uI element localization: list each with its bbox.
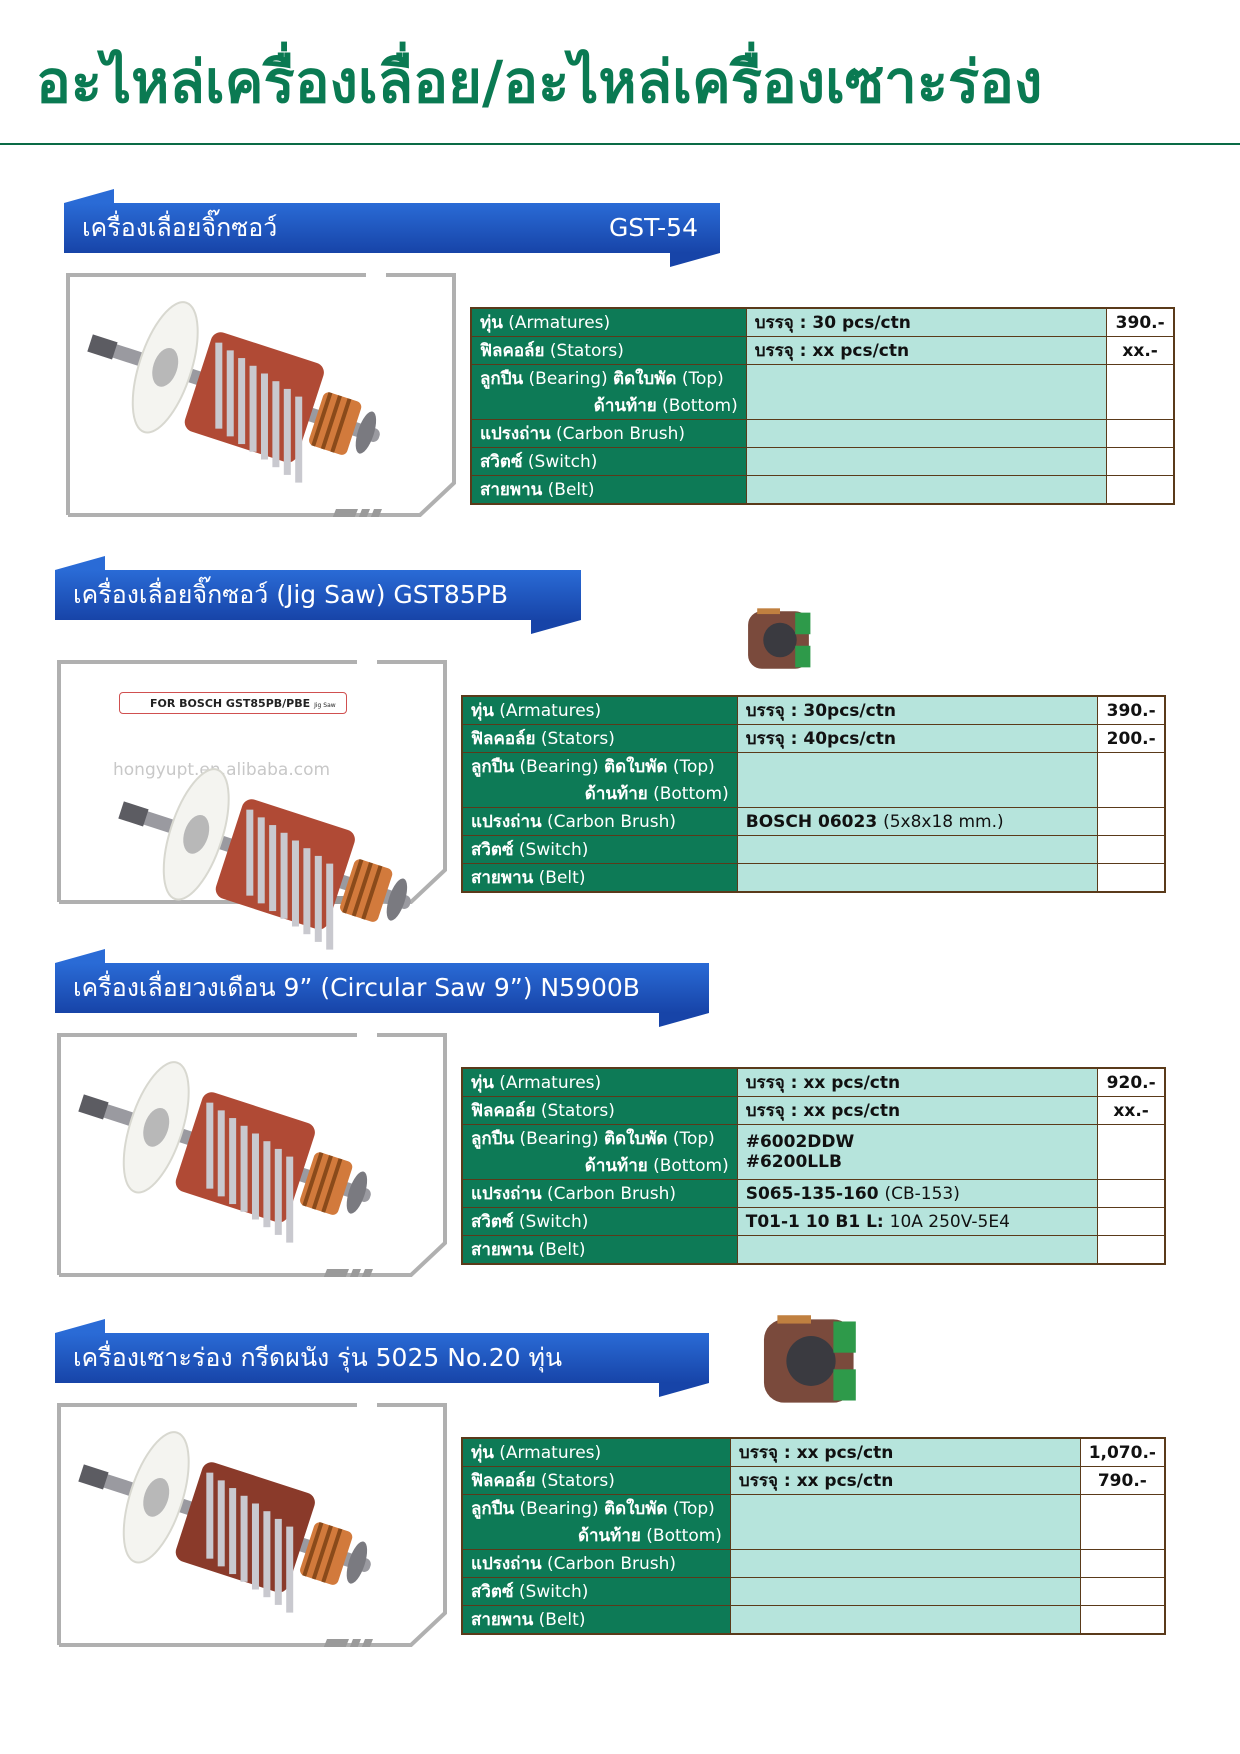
spec-value-main: บรรจุ : 40pcs/ctn (745, 729, 896, 749)
spec-price (1098, 808, 1165, 836)
spec-row (471, 365, 1174, 420)
spec-row (462, 1180, 1165, 1208)
stator-photo (755, 1309, 867, 1413)
spec-label-thai: สวิตซ์ (471, 1212, 514, 1232)
spec-price: 920.- (1098, 1068, 1165, 1097)
spec-value-main: บรรจุ : 30 pcs/ctn (754, 313, 911, 333)
spec-label-thai: แปรงถ่าน (471, 1184, 542, 1204)
spec-label (462, 1550, 730, 1578)
spec-label-english-bottom: (Bottom) (662, 396, 738, 416)
spec-table (461, 1437, 1166, 1635)
spec-row (462, 753, 1165, 808)
spec-label-thai-top: ติดใบพัด (604, 757, 668, 777)
spec-label-english: (Carbon Brush) (547, 1184, 677, 1204)
spec-value (737, 808, 1098, 836)
spec-value-main: บรรจุ : xx pcs/ctn (745, 1073, 901, 1093)
title-divider (0, 143, 1240, 145)
spec-value (737, 836, 1098, 864)
spec-label (471, 337, 746, 365)
spec-price (1080, 1495, 1165, 1550)
banner-tab-decoration (670, 253, 720, 267)
spec-label (462, 696, 737, 725)
spec-label (471, 308, 746, 337)
spec-label-thai: สายพาน (471, 868, 534, 888)
spec-row (471, 308, 1174, 337)
spec-value (737, 1097, 1098, 1125)
spec-label-english: (Bearing) (528, 369, 608, 389)
spec-value (737, 696, 1098, 725)
spec-label (462, 864, 737, 893)
spec-label-english: (Bearing) (519, 1129, 599, 1149)
spec-value-main: บรรจุ : 30pcs/ctn (745, 701, 896, 721)
spec-label (462, 1438, 730, 1467)
section-banner (55, 570, 581, 620)
photo-label-small: Jig Saw (314, 702, 336, 709)
spec-label-thai: ลูกปืน (471, 1129, 515, 1149)
spec-label-thai: ลูกปืน (471, 757, 515, 777)
spec-label-thai-bottom: ด้านท้าย (577, 1526, 641, 1546)
spec-label (462, 808, 737, 836)
spec-label-thai: ลูกปืน (480, 369, 524, 389)
spec-price: 790.- (1080, 1467, 1165, 1495)
spec-price (1098, 1180, 1165, 1208)
photo-label-box (119, 692, 347, 714)
spec-value (737, 1180, 1098, 1208)
spec-value-main: บรรจุ : xx pcs/ctn (738, 1471, 894, 1491)
spec-price (1098, 864, 1165, 893)
spec-label-thai: ทุ่น (471, 1073, 494, 1093)
product-photo-frame (57, 660, 447, 904)
spec-value-secondary: #6200LLB (745, 1152, 842, 1172)
spec-price (1107, 365, 1174, 420)
spec-row (462, 1068, 1165, 1097)
spec-price (1098, 753, 1165, 808)
armature-photo (107, 760, 437, 960)
spec-value (746, 365, 1107, 420)
spec-row (471, 476, 1174, 505)
spec-price (1107, 448, 1174, 476)
spec-value (746, 476, 1107, 505)
section-title: เครื่องเลื่อยวงเดือน 9” (Circular Saw 9”) N5900B (73, 973, 640, 1002)
spec-price: 390.- (1107, 308, 1174, 337)
spec-label-english: (Stators) (540, 1101, 615, 1121)
spec-row (462, 725, 1165, 753)
banner-tab-decoration (55, 556, 105, 570)
spec-label-thai: สวิตซ์ (480, 452, 523, 472)
spec-price (1107, 420, 1174, 448)
spec-label-thai: สายพาน (471, 1240, 534, 1260)
banner-tab-decoration (55, 1319, 105, 1333)
spec-value (737, 864, 1098, 893)
spec-label-thai: แปรงถ่าน (471, 812, 542, 832)
spec-label (471, 420, 746, 448)
banner-tab-decoration (531, 620, 581, 634)
spec-label-thai-bottom: ด้านท้าย (593, 396, 657, 416)
product-section (0, 1315, 1240, 1655)
spec-label (462, 1097, 737, 1125)
spec-label (462, 1467, 730, 1495)
spec-row (462, 1495, 1165, 1550)
spec-label (471, 365, 746, 420)
spec-value (737, 1208, 1098, 1236)
spec-label-thai: สวิตซ์ (471, 840, 514, 860)
armature-photo (67, 1053, 397, 1253)
spec-value-main: บรรจุ : xx pcs/ctn (738, 1443, 894, 1463)
stator-photo (742, 604, 818, 676)
section-banner (55, 963, 709, 1013)
spec-label-english: (Stators) (549, 341, 624, 361)
spec-label-english: (Carbon Brush) (547, 1554, 677, 1574)
spec-table (461, 1067, 1166, 1265)
spec-label-english: (Belt) (538, 1240, 586, 1260)
spec-value (746, 337, 1107, 365)
spec-label (462, 1236, 737, 1265)
spec-row (462, 1606, 1165, 1635)
section-title: เครื่องเลื่อยจิ๊กซอว์ (Jig Saw) GST85PB (73, 580, 508, 609)
spec-price: 390.- (1098, 696, 1165, 725)
spec-value (730, 1550, 1080, 1578)
spec-value-main: T01-1 10 B1 L: (745, 1211, 884, 1232)
spec-label-thai: สายพาน (471, 1610, 534, 1630)
spec-label (462, 1606, 730, 1635)
spec-label-english: (Stators) (540, 729, 615, 749)
spec-price (1107, 476, 1174, 505)
spec-value (730, 1578, 1080, 1606)
banner-tab-decoration (64, 189, 114, 203)
spec-label (462, 1208, 737, 1236)
spec-table (461, 695, 1166, 893)
spec-label-bottom-line (480, 392, 738, 419)
spec-label-thai-bottom: ด้านท้าย (584, 784, 648, 804)
spec-label (471, 476, 746, 505)
spec-price (1098, 1125, 1165, 1180)
spec-label-english: (Carbon Brush) (547, 812, 677, 832)
spec-row (462, 808, 1165, 836)
spec-label (462, 836, 737, 864)
product-photo-frame (57, 1033, 447, 1277)
product-photo-frame (57, 1403, 447, 1647)
spec-label (462, 1068, 737, 1097)
spec-value (746, 420, 1107, 448)
spec-label-thai: สายพาน (480, 480, 543, 500)
spec-label-bottom-line (471, 780, 729, 807)
spec-label-english-top: (Top) (672, 1129, 715, 1149)
spec-label-thai: แปรงถ่าน (471, 1554, 542, 1574)
spec-row (462, 1236, 1165, 1265)
section-banner (64, 203, 720, 253)
spec-label-english-top: (Top) (672, 757, 715, 777)
spec-value-main: บรรจุ : xx pcs/ctn (745, 1101, 901, 1121)
spec-label-thai: ทุ่น (471, 701, 494, 721)
spec-price (1098, 1208, 1165, 1236)
spec-value (746, 448, 1107, 476)
spec-price (1080, 1578, 1165, 1606)
spec-value-note: 10A 250V-5E4 (889, 1211, 1010, 1232)
spec-value-note: (CB-153) (884, 1183, 960, 1204)
spec-label (462, 1125, 737, 1180)
spec-label-thai: ฟิลคอล์ย (480, 341, 545, 361)
spec-price: xx.- (1098, 1097, 1165, 1125)
spec-label (462, 1578, 730, 1606)
spec-value (737, 1125, 1098, 1180)
spec-row (462, 1097, 1165, 1125)
spec-label-english-bottom: (Bottom) (653, 1156, 729, 1176)
spec-label-english: (Armatures) (499, 701, 602, 721)
spec-label-thai: ทุ่น (480, 313, 503, 333)
spec-label (462, 1495, 730, 1550)
spec-value (730, 1606, 1080, 1635)
spec-label-thai: ฟิลคอล์ย (471, 729, 536, 749)
spec-label (471, 448, 746, 476)
spec-value (730, 1467, 1080, 1495)
spec-label (462, 753, 737, 808)
product-photo-frame (66, 273, 456, 517)
spec-label (462, 1180, 737, 1208)
spec-label-thai-top: ติดใบพัด (604, 1129, 668, 1149)
spec-row (471, 420, 1174, 448)
spec-price (1098, 836, 1165, 864)
watermark: hongyupt.en.alibaba.com (113, 760, 331, 780)
section-title: เครื่องเซาะร่อง กรีดผนัง รุ่น 5025 No.20 ทุ่น (73, 1343, 563, 1372)
spec-label-english: (Stators) (540, 1471, 615, 1491)
spec-row (471, 448, 1174, 476)
spec-label-english: (Carbon Brush) (556, 424, 686, 444)
spec-label-english: (Armatures) (499, 1073, 602, 1093)
spec-label-english: (Armatures) (508, 313, 611, 333)
spec-label-thai-top: ติดใบพัด (613, 369, 677, 389)
banner-tab-decoration (659, 1383, 709, 1397)
spec-label-english: (Bearing) (519, 1499, 599, 1519)
spec-label-english: (Bearing) (519, 757, 599, 777)
spec-value (730, 1495, 1080, 1550)
spec-value-main: BOSCH 06023 (745, 811, 878, 832)
spec-price (1080, 1550, 1165, 1578)
spec-price: 1,070.- (1080, 1438, 1165, 1467)
spec-price (1098, 1236, 1165, 1265)
spec-label-english: (Belt) (538, 868, 586, 888)
spec-label-english-bottom: (Bottom) (653, 784, 729, 804)
spec-row (462, 836, 1165, 864)
photo-label: FOR BOSCH GST85PB/PBE (150, 697, 311, 710)
spec-row (462, 1125, 1165, 1180)
spec-label-thai: ลูกปืน (471, 1499, 515, 1519)
spec-label-english: (Switch) (518, 1212, 589, 1232)
spec-price: 200.- (1098, 725, 1165, 753)
armature-photo (67, 1423, 397, 1623)
spec-row (462, 864, 1165, 893)
spec-label-thai-top: ติดใบพัด (604, 1499, 668, 1519)
spec-row (462, 1467, 1165, 1495)
spec-value (737, 1236, 1098, 1265)
armature-photo (76, 293, 406, 493)
spec-row (462, 1438, 1165, 1467)
spec-label-english: (Switch) (518, 840, 589, 860)
spec-value (746, 308, 1107, 337)
spec-label-english: (Switch) (527, 452, 598, 472)
spec-label-thai: ทุ่น (471, 1443, 494, 1463)
spec-label-english-top: (Top) (681, 369, 724, 389)
spec-row (462, 1208, 1165, 1236)
spec-label-thai: สวิตซ์ (471, 1582, 514, 1602)
page-title: อะไหล่เครื่องเลื่อย/อะไหล่เครื่องเซาะร่อง (36, 48, 1043, 116)
product-section (0, 185, 1240, 525)
spec-label-english: (Belt) (547, 480, 595, 500)
spec-row (462, 696, 1165, 725)
spec-row (462, 1550, 1165, 1578)
spec-label-thai-bottom: ด้านท้าย (584, 1156, 648, 1176)
spec-table (470, 307, 1175, 505)
spec-price: xx.- (1107, 337, 1174, 365)
spec-row (462, 1578, 1165, 1606)
spec-value-note: (5x8x18 mm.) (883, 811, 1004, 832)
section-title: เครื่องเลื่อยจิ๊กซอว์ (82, 213, 278, 242)
spec-label-bottom-line (471, 1522, 722, 1549)
spec-row (471, 337, 1174, 365)
spec-label-thai: แปรงถ่าน (480, 424, 551, 444)
spec-value (737, 725, 1098, 753)
spec-price (1080, 1606, 1165, 1635)
spec-label-thai: ฟิลคอล์ย (471, 1101, 536, 1121)
spec-label-bottom-line (471, 1152, 729, 1179)
banner-tab-decoration (659, 1013, 709, 1027)
spec-label-english-bottom: (Bottom) (646, 1526, 722, 1546)
spec-value (737, 753, 1098, 808)
spec-label-english-top: (Top) (672, 1499, 715, 1519)
spec-value-main: S065-135-160 (745, 1183, 879, 1204)
spec-value-main: บรรจุ : xx pcs/ctn (754, 341, 910, 361)
spec-label-thai: ฟิลคอล์ย (471, 1471, 536, 1491)
spec-value (730, 1438, 1080, 1467)
spec-label-english: (Armatures) (499, 1443, 602, 1463)
spec-label (462, 725, 737, 753)
spec-label-english: (Belt) (538, 1610, 586, 1630)
section-model: GST-54 (608, 213, 698, 242)
spec-value-main: #6002DDW (745, 1132, 855, 1152)
spec-value (737, 1068, 1098, 1097)
product-section (0, 945, 1240, 1285)
section-banner (55, 1333, 709, 1383)
banner-tab-decoration (55, 949, 105, 963)
spec-label-english: (Switch) (518, 1582, 589, 1602)
product-section (0, 552, 1240, 892)
